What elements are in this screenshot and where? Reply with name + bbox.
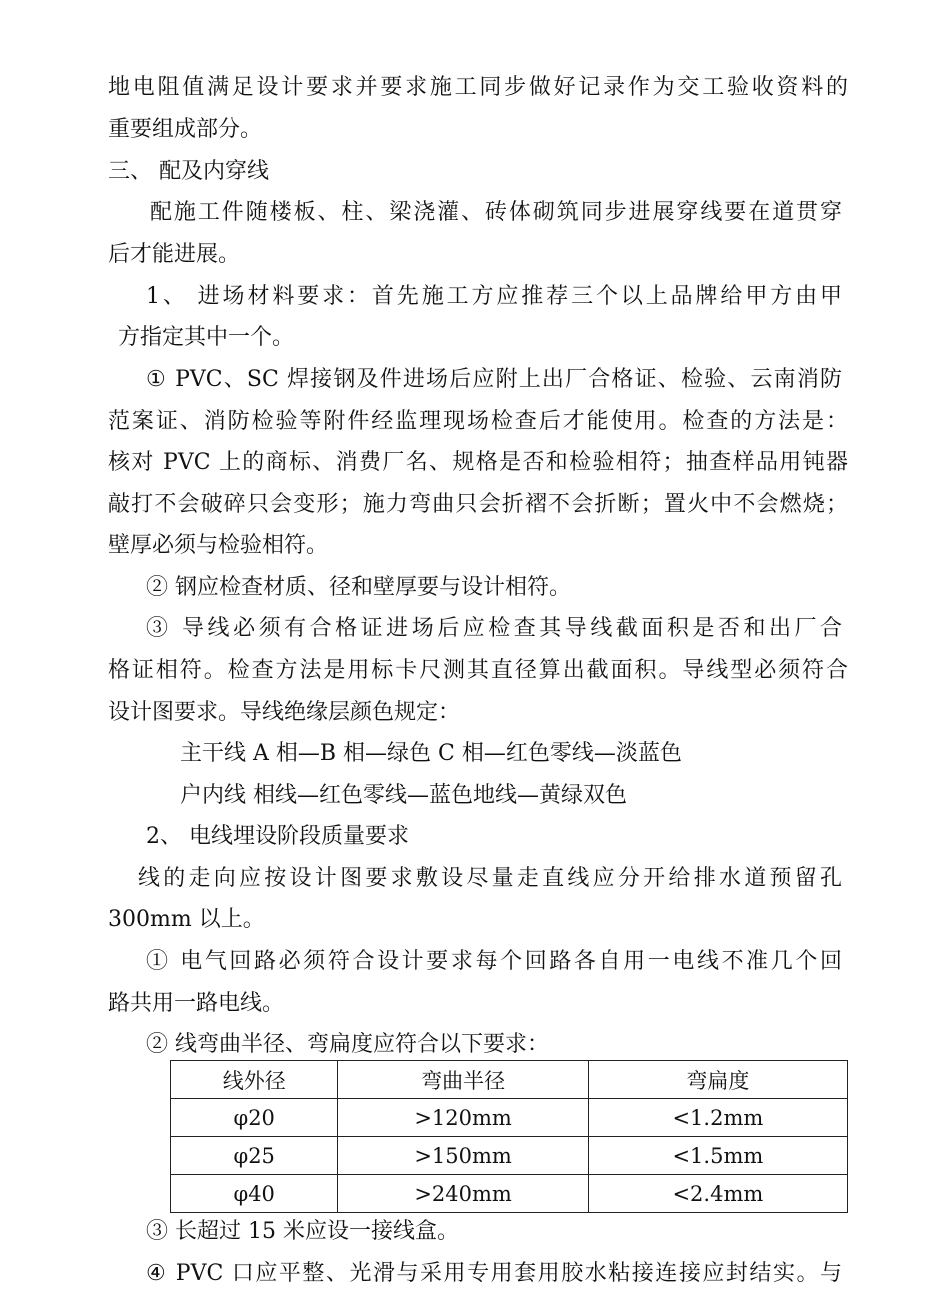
paragraph-line: 线的走向应按设计图要求敷设尽量走直线应分开给排水道预留孔 — [138, 866, 842, 891]
table-header-cell: 线外径 — [171, 1061, 338, 1099]
paragraph-line: 方指定其中一个。 — [118, 325, 295, 350]
table-row — [171, 1175, 848, 1213]
table-cell: <1.5mm — [588, 1137, 847, 1175]
paragraph-line: 地电阻值满足设计要求并要求施工同步做好记录作为交工验收资料的 — [108, 75, 848, 100]
table-header-cell: 弯曲半径 — [338, 1061, 588, 1099]
paragraph-line: 格证相符。检查方法是用标卡尺测其直径算出截面积。导线型必须符合 — [108, 658, 848, 683]
paragraph-line: ① 电气回路必须符合设计要求每个回路各自用一电线不准几个回 — [146, 949, 842, 974]
table-header-row — [171, 1061, 848, 1099]
paragraph-line: 300mm 以上。 — [108, 907, 265, 932]
table-cell: φ20 — [171, 1099, 338, 1137]
paragraph-line: 敲打不会破碎只会变形；施力弯曲只会折褶不会折断；置火中不会燃烧； — [108, 492, 848, 517]
table-cell: <2.4mm — [588, 1175, 847, 1213]
table-cell: <1.2mm — [588, 1099, 847, 1137]
paragraph-line: 配施工件随楼板、柱、梁浇灌、砖体砌筑同步进展穿线要在道贯穿 — [150, 200, 842, 225]
paragraph-line: ① PVC、SC 焊接钢及件进场后应附上出厂合格证、检验、云南消防 — [146, 367, 842, 392]
paragraph-line: 设计图要求。导线绝缘层颜色规定： — [108, 700, 461, 725]
table-cell: >150mm — [338, 1137, 588, 1175]
color-rule-main: 主干线 A 相—B 相—绿色 C 相—红色零线—淡蓝色 — [180, 741, 682, 766]
paragraph-line: 范案证、消防检验等附件经监理现场检查后才能使用。检查的方法是： — [108, 409, 848, 434]
bend-spec-table — [170, 1060, 848, 1213]
table-cell: φ25 — [171, 1137, 338, 1175]
table-cell: φ40 — [171, 1175, 338, 1213]
paragraph-line: 核对 PVC 上的商标、消费厂名、规格是否和检验相符；抽查样品用钝器 — [108, 450, 848, 475]
paragraph-line: 重要组成部分。 — [108, 117, 263, 142]
paragraph-line: ② 钢应检查材质、径和壁厚要与设计相符。 — [146, 575, 571, 600]
paragraph-line: ③ 导线必须有合格证进场后应检查其导线截面积是否和出厂合 — [146, 616, 842, 641]
paragraph-line: 壁厚必须与检验相符。 — [108, 533, 329, 558]
table-header-cell: 弯扁度 — [588, 1061, 847, 1099]
paragraph-line: ③ 长超过 15 米应设一接线盒。 — [146, 1219, 459, 1244]
table-row — [171, 1099, 848, 1137]
table-cell: >120mm — [338, 1099, 588, 1137]
paragraph-line: 后才能进展。 — [108, 242, 241, 267]
section-heading: 三、 配及内穿线 — [108, 159, 269, 184]
table-row — [171, 1137, 848, 1175]
paragraph-line: ② 线弯曲半径、弯扁度应符合以下要求： — [146, 1032, 549, 1057]
table-cell: >240mm — [338, 1175, 588, 1213]
list-item-heading: 2、 电线埋设阶段质量要求 — [146, 824, 409, 849]
paragraph-line: 路共用一路电线。 — [108, 991, 285, 1016]
list-item-heading: 1、 进场材料要求：首先施工方应推荐三个以上品牌给甲方由甲 — [146, 284, 842, 309]
paragraph-line: ④ PVC 口应平整、光滑与采用专用套用胶水粘接连接应封结实。与 — [146, 1261, 842, 1286]
color-rule-indoor: 户内线 相线—红色零线—蓝色地线—黄绿双色 — [180, 783, 627, 808]
